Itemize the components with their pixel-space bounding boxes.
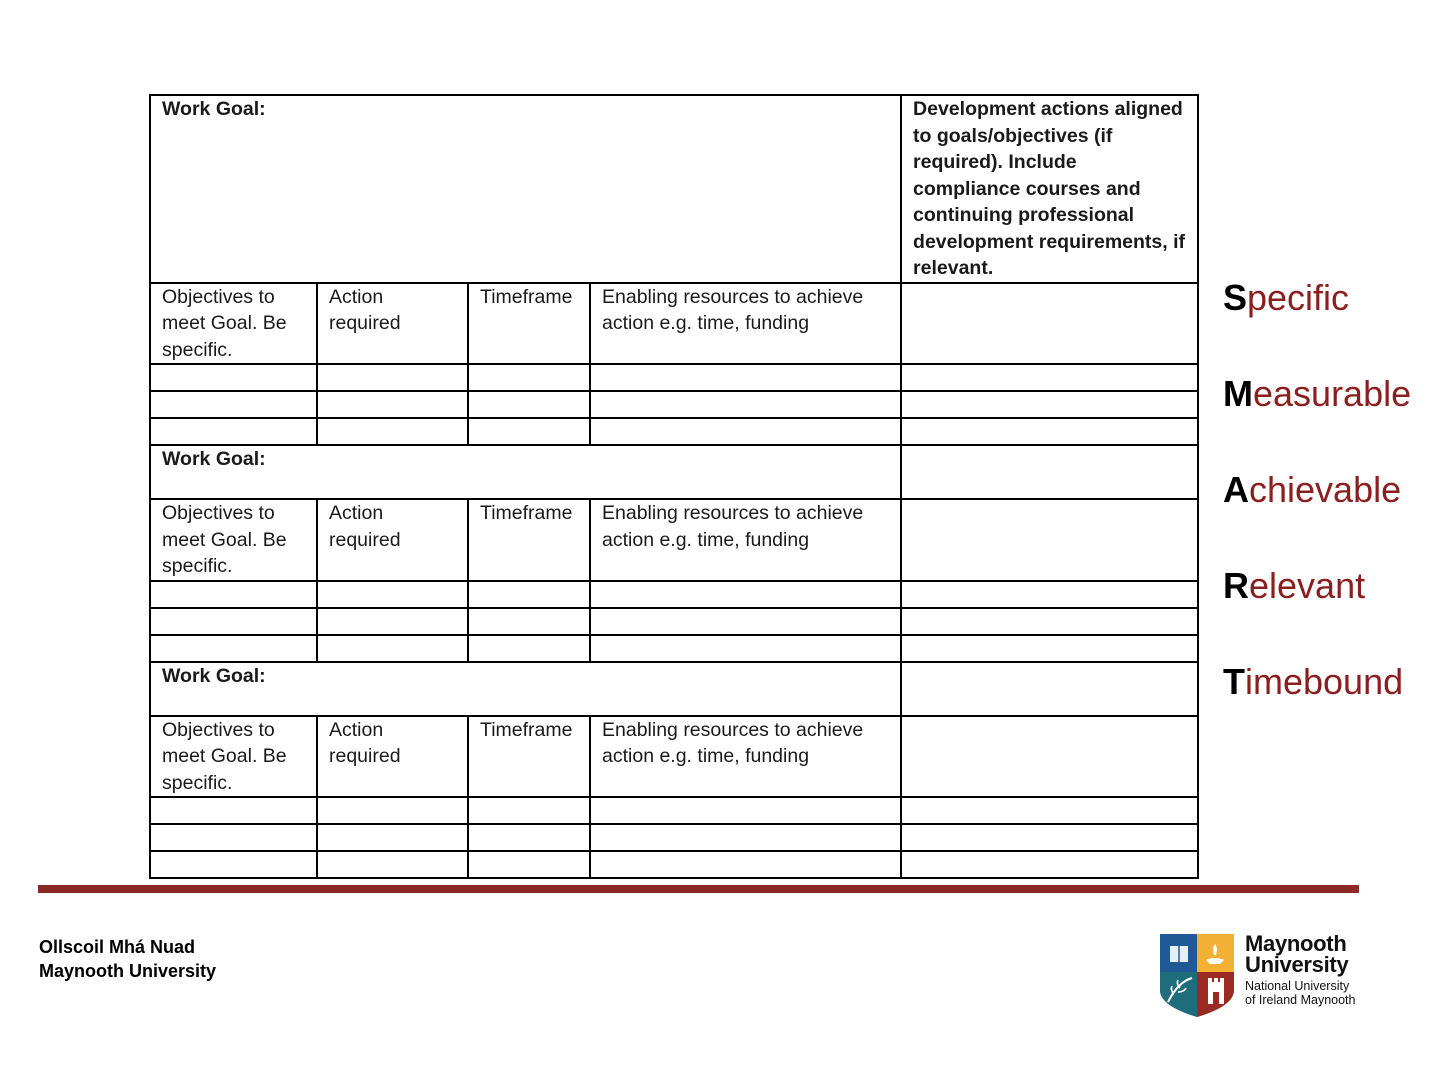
timeframe-header: Timeframe bbox=[468, 716, 590, 798]
action-required-header: Action required bbox=[317, 499, 468, 581]
table-cell[interactable] bbox=[468, 608, 590, 635]
table-cell[interactable] bbox=[150, 635, 317, 662]
table-cell[interactable] bbox=[468, 797, 590, 824]
maynooth-crest-icon bbox=[1158, 932, 1236, 1023]
smart-achievable bbox=[1223, 469, 1411, 568]
table-cell[interactable] bbox=[901, 824, 1198, 851]
table-cell[interactable] bbox=[590, 635, 901, 662]
table-cell[interactable] bbox=[317, 608, 468, 635]
table-cell[interactable] bbox=[901, 391, 1198, 418]
university-name bbox=[39, 935, 216, 983]
table-cell[interactable] bbox=[590, 391, 901, 418]
objectives-header: Objectives to meet Goal. Be specific. bbox=[150, 283, 317, 365]
irish-name: Ollscoil Mhá Nuad bbox=[39, 937, 196, 957]
table-row bbox=[150, 418, 1198, 445]
table-cell[interactable] bbox=[150, 391, 317, 418]
table-cell[interactable] bbox=[317, 824, 468, 851]
work-goal-cell[interactable] bbox=[150, 445, 901, 499]
table-cell[interactable] bbox=[901, 716, 1198, 798]
smart-word-rest: pecific bbox=[1247, 277, 1350, 318]
table-row bbox=[150, 851, 1198, 878]
table-cell[interactable] bbox=[150, 581, 317, 608]
table-row bbox=[150, 608, 1198, 635]
objectives-header: Objectives to meet Goal. Be specific. bbox=[150, 716, 317, 798]
action-required-header: Action required bbox=[317, 716, 468, 798]
table-cell[interactable] bbox=[901, 445, 1198, 499]
table-cell[interactable] bbox=[468, 635, 590, 662]
table-row bbox=[150, 364, 1198, 391]
table-row bbox=[150, 797, 1198, 824]
table-cell[interactable] bbox=[317, 364, 468, 391]
smart-measurable bbox=[1223, 373, 1412, 472]
table-cell[interactable] bbox=[317, 418, 468, 445]
table-cell[interactable] bbox=[901, 851, 1198, 878]
smart-letter: A bbox=[1223, 469, 1249, 510]
logo-line4: of Ireland Maynooth bbox=[1245, 993, 1356, 1007]
smart-relevant bbox=[1223, 565, 1411, 664]
table-cell[interactable] bbox=[901, 581, 1198, 608]
enabling-resources-header: Enabling resources to achieve action e.g. time, funding bbox=[590, 283, 901, 365]
smart-specific bbox=[1223, 277, 1411, 376]
table-cell[interactable] bbox=[901, 662, 1198, 716]
smart-acronym-list bbox=[1223, 277, 1412, 760]
table-cell[interactable] bbox=[468, 824, 590, 851]
smart-letter: M bbox=[1223, 373, 1253, 414]
footer-divider bbox=[38, 885, 1359, 893]
table-row bbox=[150, 635, 1198, 662]
goals-table bbox=[149, 94, 1199, 879]
table-cell[interactable] bbox=[317, 797, 468, 824]
work-goal-cell[interactable] bbox=[150, 662, 901, 716]
logo-line2: University bbox=[1245, 952, 1349, 977]
table-cell[interactable] bbox=[590, 797, 901, 824]
smart-timebound bbox=[1223, 661, 1411, 760]
work-goal-label: Work Goal: bbox=[162, 98, 266, 120]
table-cell[interactable] bbox=[150, 824, 317, 851]
smart-word-rest: elevant bbox=[1249, 565, 1366, 606]
work-goal-label: Work Goal: bbox=[162, 448, 266, 470]
table-cell[interactable] bbox=[150, 418, 317, 445]
smart-word-rest: chievable bbox=[1249, 469, 1402, 510]
table-cell[interactable] bbox=[901, 499, 1198, 581]
timeframe-header: Timeframe bbox=[468, 499, 590, 581]
table-cell[interactable] bbox=[901, 797, 1198, 824]
logo-line3: National University bbox=[1245, 979, 1350, 993]
table-cell[interactable] bbox=[590, 824, 901, 851]
table-cell[interactable] bbox=[317, 391, 468, 418]
table-cell[interactable] bbox=[468, 851, 590, 878]
table-cell[interactable] bbox=[468, 391, 590, 418]
table-cell[interactable] bbox=[901, 635, 1198, 662]
table-row bbox=[150, 824, 1198, 851]
table-cell[interactable] bbox=[468, 581, 590, 608]
table-cell[interactable] bbox=[317, 581, 468, 608]
english-name: Maynooth University bbox=[39, 961, 217, 981]
action-required-header: Action required bbox=[317, 283, 468, 365]
table-row bbox=[150, 581, 1198, 608]
smart-letter: R bbox=[1223, 565, 1249, 606]
table-cell[interactable] bbox=[150, 797, 317, 824]
table-cell[interactable] bbox=[901, 418, 1198, 445]
table-cell[interactable] bbox=[590, 851, 901, 878]
work-goal-label: Work Goal: bbox=[162, 664, 266, 687]
table-cell[interactable] bbox=[317, 635, 468, 662]
enabling-resources-header: Enabling resources to achieve action e.g. time, funding bbox=[590, 716, 901, 798]
table-cell[interactable] bbox=[901, 283, 1198, 365]
table-cell[interactable] bbox=[590, 608, 901, 635]
logo-line1: Maynooth bbox=[1245, 931, 1347, 956]
table-cell[interactable] bbox=[468, 418, 590, 445]
timeframe-header: Timeframe bbox=[468, 283, 590, 365]
table-cell[interactable] bbox=[590, 418, 901, 445]
table-cell[interactable] bbox=[150, 608, 317, 635]
table-cell[interactable] bbox=[590, 364, 901, 391]
table-cell[interactable] bbox=[901, 608, 1198, 635]
development-actions-header: Development actions aligned to goals/objectives (if required). Include compliance courses and continuing professional development requirements, if relevant. bbox=[901, 95, 1198, 283]
table-cell[interactable] bbox=[317, 851, 468, 878]
smart-word-rest: imebound bbox=[1245, 661, 1404, 702]
smart-letter: T bbox=[1223, 661, 1245, 702]
smart-word-rest: easurable bbox=[1253, 373, 1412, 414]
maynooth-logo-text bbox=[1245, 933, 1356, 1007]
table-cell[interactable] bbox=[468, 364, 590, 391]
objectives-header: Objectives to meet Goal. Be specific. bbox=[150, 499, 317, 581]
table-row bbox=[150, 391, 1198, 418]
table-cell[interactable] bbox=[150, 364, 317, 391]
table-cell[interactable] bbox=[150, 851, 317, 878]
table-cell[interactable] bbox=[590, 581, 901, 608]
table-cell[interactable] bbox=[901, 364, 1198, 391]
enabling-resources-header: Enabling resources to achieve action e.g. time, funding bbox=[590, 499, 901, 581]
smart-letter: S bbox=[1223, 277, 1248, 318]
work-goal-cell[interactable] bbox=[150, 95, 901, 283]
